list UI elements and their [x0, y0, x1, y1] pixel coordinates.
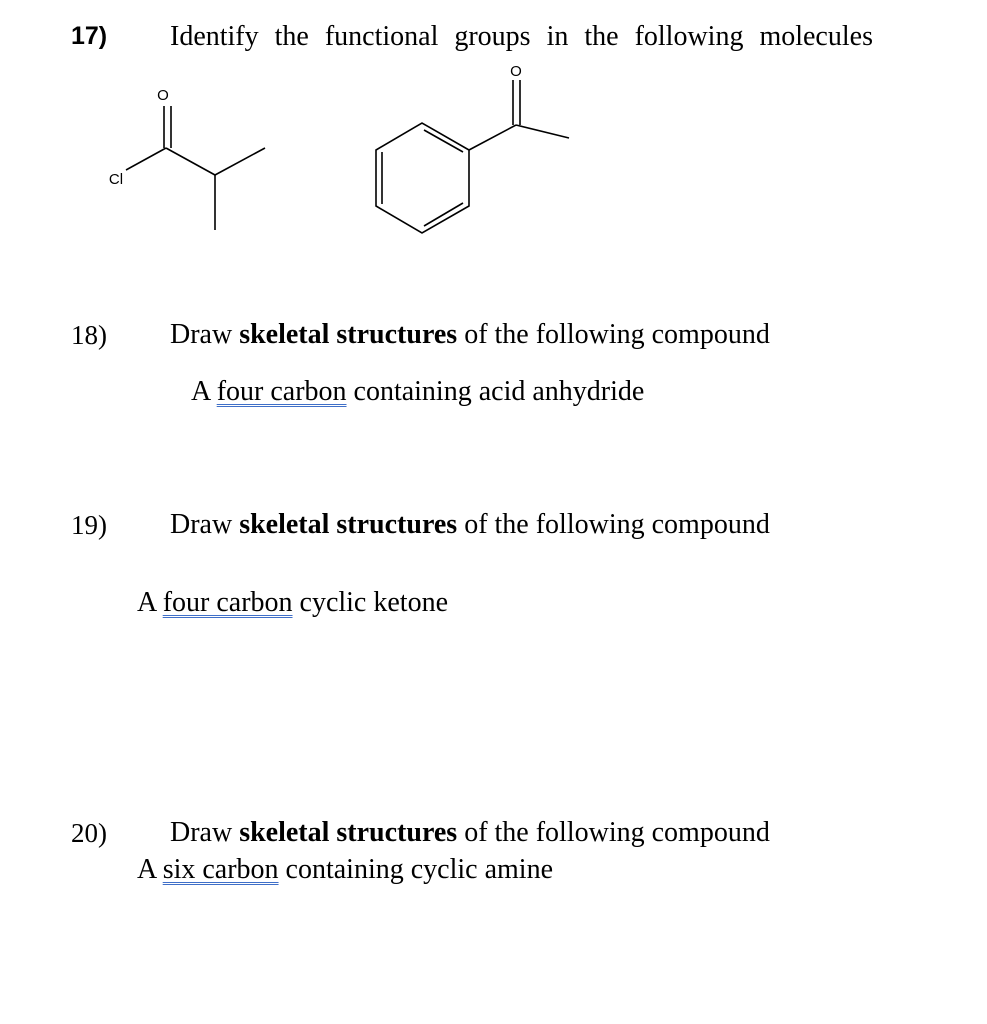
question-20-underlined: six carbon: [162, 854, 279, 885]
question-18-prefix: Draw: [170, 319, 240, 350]
question-18-text: [170, 319, 770, 351]
question-20-number: 20): [71, 818, 107, 848]
question-20-suffix: of the following compound: [457, 817, 770, 848]
question-19-underlined: four carbon: [162, 587, 293, 618]
question-19-prefix: Draw: [170, 509, 240, 540]
atom-chlorine-label: Cl: [108, 171, 124, 188]
molecule-acetophenone: [370, 60, 590, 240]
question-20-text: [170, 817, 770, 849]
question-20-sub-post: containing cyclic amine: [278, 854, 553, 885]
question-19-suffix: of the following compound: [457, 509, 770, 540]
atom-oxygen-label: O: [510, 63, 522, 80]
question-17-number: 17): [71, 22, 108, 50]
question-20-subtext: [137, 854, 553, 886]
question-18-suffix: of the following compound: [457, 319, 770, 350]
question-19-sub-post: cyclic ketone: [292, 587, 448, 618]
question-18-sub-pre: A: [191, 376, 217, 407]
question-20-bold: skeletal structures: [239, 817, 458, 848]
question-20-prefix: Draw: [170, 817, 240, 848]
question-19-subtext: [137, 587, 448, 619]
atom-oxygen-label: O: [157, 87, 169, 104]
question-18-bold: skeletal structures: [239, 319, 458, 350]
molecule-acyl-chloride: [100, 82, 280, 242]
question-19-bold: skeletal structures: [239, 509, 458, 540]
question-19-number: 19): [71, 510, 107, 540]
question-19-sub-pre: A: [137, 587, 163, 618]
question-19-text: [170, 509, 770, 541]
question-18-subtext: [191, 376, 644, 408]
question-18-underlined: four carbon: [216, 376, 347, 407]
question-18-sub-post: containing acid anhydride: [346, 376, 645, 407]
question-18-number: 18): [71, 320, 107, 350]
question-17-text: Identify the functional groups in the following molecules: [170, 21, 873, 52]
question-20-sub-pre: A: [137, 854, 163, 885]
